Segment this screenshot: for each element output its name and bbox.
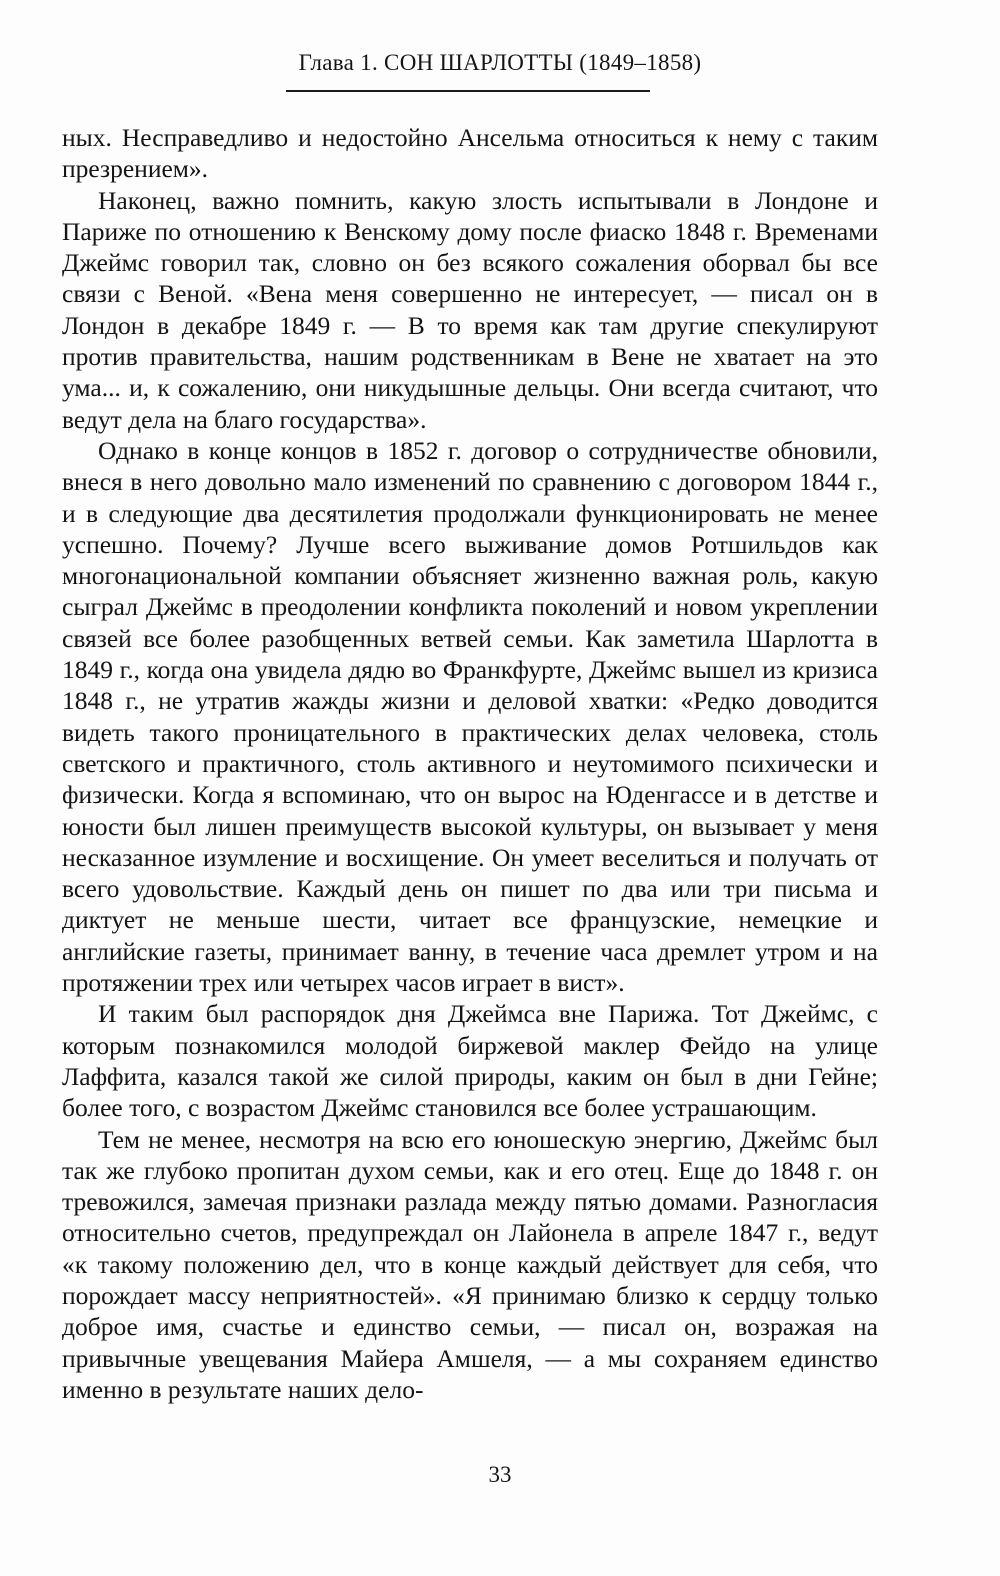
paragraph: Наконец, важно помнить, какую злость испытывали в Лондоне и Париже по отношению к Венскому дому после фиаско 1848 г. Временами Джеймс говорил так, словно он без всякого сожаления оборвал бы все связи с Веной. «Вена меня совершенно не интересует, — писал он в Лондон в декабре 1849 г. — В то время как там другие спекулируют против правительства, нашим родственникам в Вене не хватает на это ума... и, к сожалению, они никудышные дельцы. Они всегда считают, что ведут дела на благо государства». — [62, 185, 878, 434]
page-number: 33 — [488, 1462, 512, 1487]
running-head-title: Глава 1. СОН ШАРЛОТТЫ (1849–1858) — [298, 50, 702, 75]
paragraph-continued: ных. Несправедливо и недостойно Ансельма относиться к нему с таким презрением». — [62, 123, 878, 184]
paragraph: И таким был распорядок дня Джеймса вне Парижа. Тот Джеймс, с которым познакомился молодой биржевой маклер Фейдо на улице Лаффита, казался такой же силой природы, каким он был в дни Гейне; более того, с возрастом Джеймс становился все более устрашающим. — [62, 999, 878, 1123]
paragraph: Однако в конце концов в 1852 г. договор о сотрудничестве обновили, внеся в него довольно мало изменений по сравнению с договором 1844 г., и в следующие два десятилетия продолжали функционировать не менее успешно. Почему? Лучше всего выживание домов Ротшильдов как многонациональной компании объясняет жизненно важная роль, какую сыграл Джеймс в преодолении конфликта поколений и новом укреплении связей все более разобщенных ветвей семьи. Как заметила Шарлотта в 1849 г., когда она увидела дядю во Франкфурте, Джеймс вышел из кризиса 1848 г., не утратив жажды жизни и деловой хватки: «Редко доводится видеть такого проницательного в практических делах человека, столь светского и практичного, столь активного и неутомимого психически и физически. Когда я вспоминаю, что он вырос на Юденгассе и в детстве и юности был лишен преимуществ высокой культуры, он вызывает у меня несказанное изумление и восхищение. Он умеет веселиться и получать от всего удовольствие. Каждый день он пишет по два или три письма и диктует не меньше шести, читает все французские, немецкие и английские газеты, принимает ванну, в течение часа дремлет утром и на протяжении трех или четырех часов играет в вист». — [62, 435, 878, 998]
body-text — [62, 122, 878, 1405]
header-rule — [286, 90, 650, 92]
paragraph: Тем не менее, несмотря на всю его юношескую энергию, Джеймс был так же глубоко пропитан духом семьи, как и его отец. Еще до 1848 г. он тревожился, замечая признаки разлада между пятью домами. Разногласия относительно счетов, предупреждал он Лайонела в апреле 1847 г., ведут «к такому положению дел, что в конце каждый действует для себя, что порождает массу неприятностей». «Я принимаю близко к сердцу только доброе имя, счастье и единство семьи, — писал он, возражая на привычные увещевания Майера Амшеля, — а мы сохраняем единство именно в результате наших дело- — [62, 1124, 878, 1404]
